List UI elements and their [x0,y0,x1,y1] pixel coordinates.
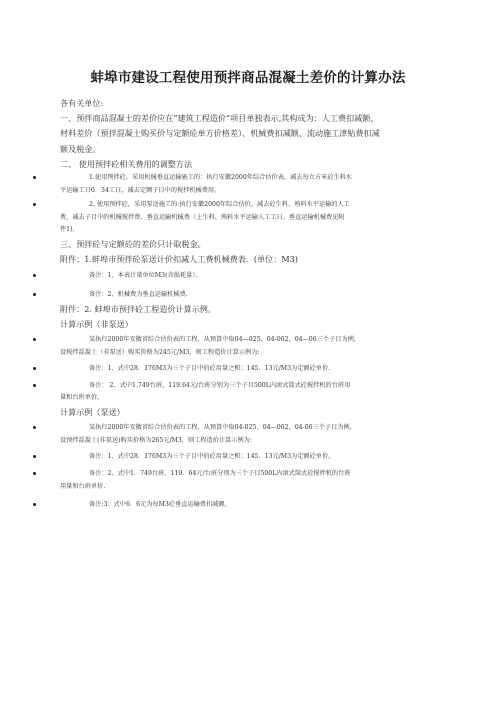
bullet-icon [33,384,36,387]
bullet-icon [33,367,36,370]
section-1-line-1: 一、预拌商品混凝土的差价应在”建筑工程造价”项目单独表示,其构成为：人工费扣减额、 [60,113,379,124]
list-item: 备注：1、式中28．176M3为三个子目中的砼用量之和；145．13元/M3为定额砼单价。 [60,451,432,464]
list-item: 2. 使用预拌砼，采用泵送施工的:执行安徽2000年综合估价，减去砼生料、熟料水平运输的人工 [60,199,432,212]
bullet-icon [33,455,36,458]
bullet-icon [33,274,36,277]
list-item-continuation: 设搅拌混凝土（非泵送）购买价格为245元/M3，则工程造价计算示例为: [60,348,260,356]
list-item: 备注：1、式中28．176M3为三个子目中的砼用量之和；145．13元/M3为定额砼单价. [60,363,432,376]
list-item-continuation: 平运输工日0．34工日，减去定额子目中的搅拌机械费用。 [60,186,221,194]
list-item: 备注:3：式中6．6元为每M3砼垂直运输费扣减额。 [60,499,432,512]
bullet-icon [33,338,36,341]
section-1-line-3: 额及税金。 [60,143,101,154]
list-item: 备注：1、本表计量单位M3(含损耗量）。 [60,270,432,283]
attachment-1: 附件：1.蚌埠市预拌砼泵送计价扣减人工费机械费表．(单位：M3) [60,254,298,265]
attachment-2: 附件：2. 蚌埠市预拌砼工程造价计算示例。 [60,303,216,314]
bullet-icon [33,503,36,506]
list-item: 备注：2、机械费为垂直运输机械费. [60,289,432,302]
salutation: 各有关单位: [60,98,104,108]
list-item: 某执行2000年安徽省综合估价表的工程，从预算中取04-025、04—062、04-06三个子目为例， [60,422,432,435]
list-item-continuation: 费，减去子目中的机械搅拌费、垂直运输机械费（上生料、熟料水平运输人工工日、垂直运输机械费见附 [60,213,345,221]
list-item-continuation: 用量和台班单价. [60,482,106,490]
bullet-icon [33,426,36,429]
document-body [60,96,432,512]
section-1-line-2: 材料差价（预拌混凝土购买价与定额砼单方价格差）、机械费扣减额、流动施工津贴费扣减 [60,128,380,139]
example-2-heading: 计算示例（泵送） [60,406,125,417]
bullet-icon [33,472,36,475]
list-item: 备注： 2、式中1.749台班、119.64元/台班分别为三个子目500L内滚式筒式砼搅拌机的台班用 [60,380,432,393]
bullet-icon [33,293,36,296]
bullet-icon [33,176,36,179]
example-1-heading: 计算示例（非泵送） [60,318,133,329]
list-item-continuation: 件1)。 [60,226,79,234]
section-3-heading: 三、预拌砼与定额砼的差价只计取税金。 [60,238,206,249]
list-item-continuation: 量和台班单价。 [60,394,104,402]
section-2-heading: 二、 使用预拌砼相关费用的调整方法 [60,158,193,169]
document-title: 蚌埠市建设工程使用预拌商品混凝土差价的计算办法 [90,70,406,86]
list-item: 1.使用预拌砼，采用机械垂直运输施工的：执行安徽2000年综合估价表，减去每立方米砼生料水 [60,172,432,185]
list-item: 备注：2、式中1．749台班、119．64元/台班分别为三个子目500L内滚式筒式砼搅拌机的台班 [60,468,432,481]
list-item: 某执行2000年安徽省综合估价表的工程，从预算中取04—025、04-062、04—06三个子目为例， [60,334,432,347]
list-item-continuation: 设预拌混凝土(非泵送)购买价格为265元/M3，则工程造价计算示例为: [60,436,252,444]
bullet-icon [33,203,36,206]
